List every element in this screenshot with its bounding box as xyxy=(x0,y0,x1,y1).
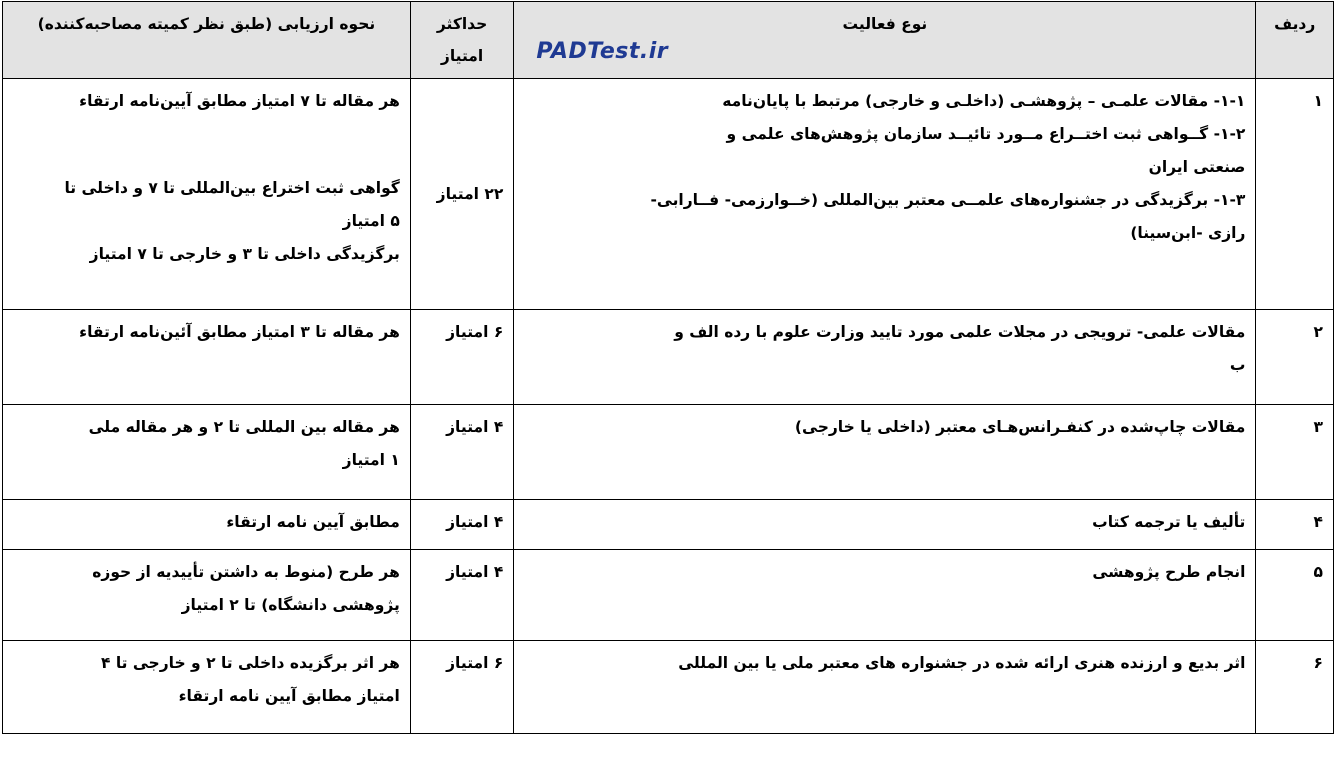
evaluation-line: هر مقاله تا ۷ امتیاز مطابق آیین‌نامه ارتقاء xyxy=(79,92,400,110)
table-row xyxy=(3,405,1334,500)
evaluation-cell xyxy=(3,310,411,405)
header-max-score-line1: حداکثر xyxy=(436,15,488,33)
activity-cell xyxy=(514,405,1256,500)
activity-line: تألیف یا ترجمه کتاب xyxy=(1092,513,1246,531)
evaluation-line: هر اثر برگزیده داخلی تا ۲ و خارجی تا ۴ xyxy=(100,654,400,672)
table-row xyxy=(3,310,1334,405)
max-score-cell: ۴ امتیاز xyxy=(410,550,513,641)
evaluation-cell xyxy=(3,500,411,550)
max-score-cell: ۶ امتیاز xyxy=(410,641,513,734)
row-number: ۱ xyxy=(1256,79,1334,310)
activity-line: ۱-۱- مقالات علمـی – پژوهشـی (داخلـی و خارجی) مرتبط با پایان‌نامه xyxy=(722,92,1246,110)
scoring-table xyxy=(2,1,1334,734)
evaluation-line: هر مقاله تا ۳ امتیاز مطابق آئین‌نامه ارتقاء xyxy=(79,323,400,341)
evaluation-line: برگزیدگی داخلی تا ۳ و خارجی تا ۷ امتیاز xyxy=(89,245,400,263)
activity-cell xyxy=(514,641,1256,734)
evaluation-line: پژوهشی دانشگاه) تا ۲ امتیاز xyxy=(181,596,400,614)
row-number: ۶ xyxy=(1256,641,1334,734)
row-number: ۵ xyxy=(1256,550,1334,641)
header-evaluation: نحوه ارزیابی (طبق نظر کمیته مصاحبه‌کننده) xyxy=(3,2,411,79)
evaluation-line: ۱ امتیاز xyxy=(342,451,400,469)
table-row xyxy=(3,641,1334,734)
table-row xyxy=(3,550,1334,641)
row-number: ۴ xyxy=(1256,500,1334,550)
evaluation-line: امتیاز مطابق آیین نامه ارتقاء xyxy=(178,687,400,705)
evaluation-line: گواهی ثبت اختراع بین‌المللی تا ۷ و داخلی تا xyxy=(64,179,400,197)
row-number: ۲ xyxy=(1256,310,1334,405)
activity-line: مقالات چاپ‌شده در کنفـرانس‌هـای معتبر (داخلی یا خارجی) xyxy=(794,418,1246,436)
activity-line: ب xyxy=(1229,356,1246,374)
evaluation-line: هر طرح (منوط به داشتن تأییدیه از حوزه xyxy=(92,563,400,581)
table-row xyxy=(3,500,1334,550)
evaluation-cell xyxy=(3,550,411,641)
activity-line: ۱-۳- برگزیدگی در جشنواره‌های علمــی معتبر بین‌المللی (خــوارزمی- فــارابی- xyxy=(650,191,1246,209)
activity-cell xyxy=(514,500,1256,550)
header-activity xyxy=(514,2,1256,79)
row-number: ۳ xyxy=(1256,405,1334,500)
activity-line: اثر بدیع و ارزنده هنری ارائه شده در جشنواره های معتبر ملی یا بین المللی xyxy=(678,654,1246,672)
activity-line: رازی -ابن‌سینا) xyxy=(1130,224,1246,242)
header-row-number: ردیف xyxy=(1256,2,1334,79)
activity-cell xyxy=(514,550,1256,641)
header-max-score-line2: امتیاز xyxy=(440,47,484,65)
max-score-cell: ۴ امتیاز xyxy=(410,405,513,500)
activity-cell xyxy=(514,79,1256,310)
evaluation-line: هر مقاله بین المللی تا ۲ و هر مقاله ملی xyxy=(88,418,400,436)
evaluation-cell xyxy=(3,79,411,310)
padtest-watermark: PADTest.ir xyxy=(536,39,669,64)
evaluation-cell xyxy=(3,405,411,500)
spacer xyxy=(13,118,400,172)
max-score-cell: ۴ امتیاز xyxy=(410,500,513,550)
table-header-row xyxy=(3,2,1334,79)
activity-line: انجام طرح پژوهشی xyxy=(1092,563,1246,581)
activity-line: مقالات علمی- ترویجی در مجلات علمی مورد تایید وزارت علوم با رده الف و xyxy=(674,323,1246,341)
header-activity-label: نوع فعالیت xyxy=(842,15,928,33)
evaluation-line: مطابق آیین نامه ارتقاء xyxy=(226,513,400,531)
max-score-cell: ۶ امتیاز xyxy=(410,310,513,405)
activity-cell xyxy=(514,310,1256,405)
activity-line: ۱-۲- گــواهی ثبت اختــراع مــورد تائیــد سازمان پژوهش‌های علمی و xyxy=(726,125,1246,143)
table-row xyxy=(3,79,1334,310)
activity-line: صنعتی ایران xyxy=(1148,158,1246,176)
evaluation-line: ۵ امتیاز xyxy=(342,212,400,230)
header-max-score xyxy=(410,2,513,79)
max-score-cell: ۲۲ امتیاز xyxy=(410,79,513,310)
evaluation-cell xyxy=(3,641,411,734)
